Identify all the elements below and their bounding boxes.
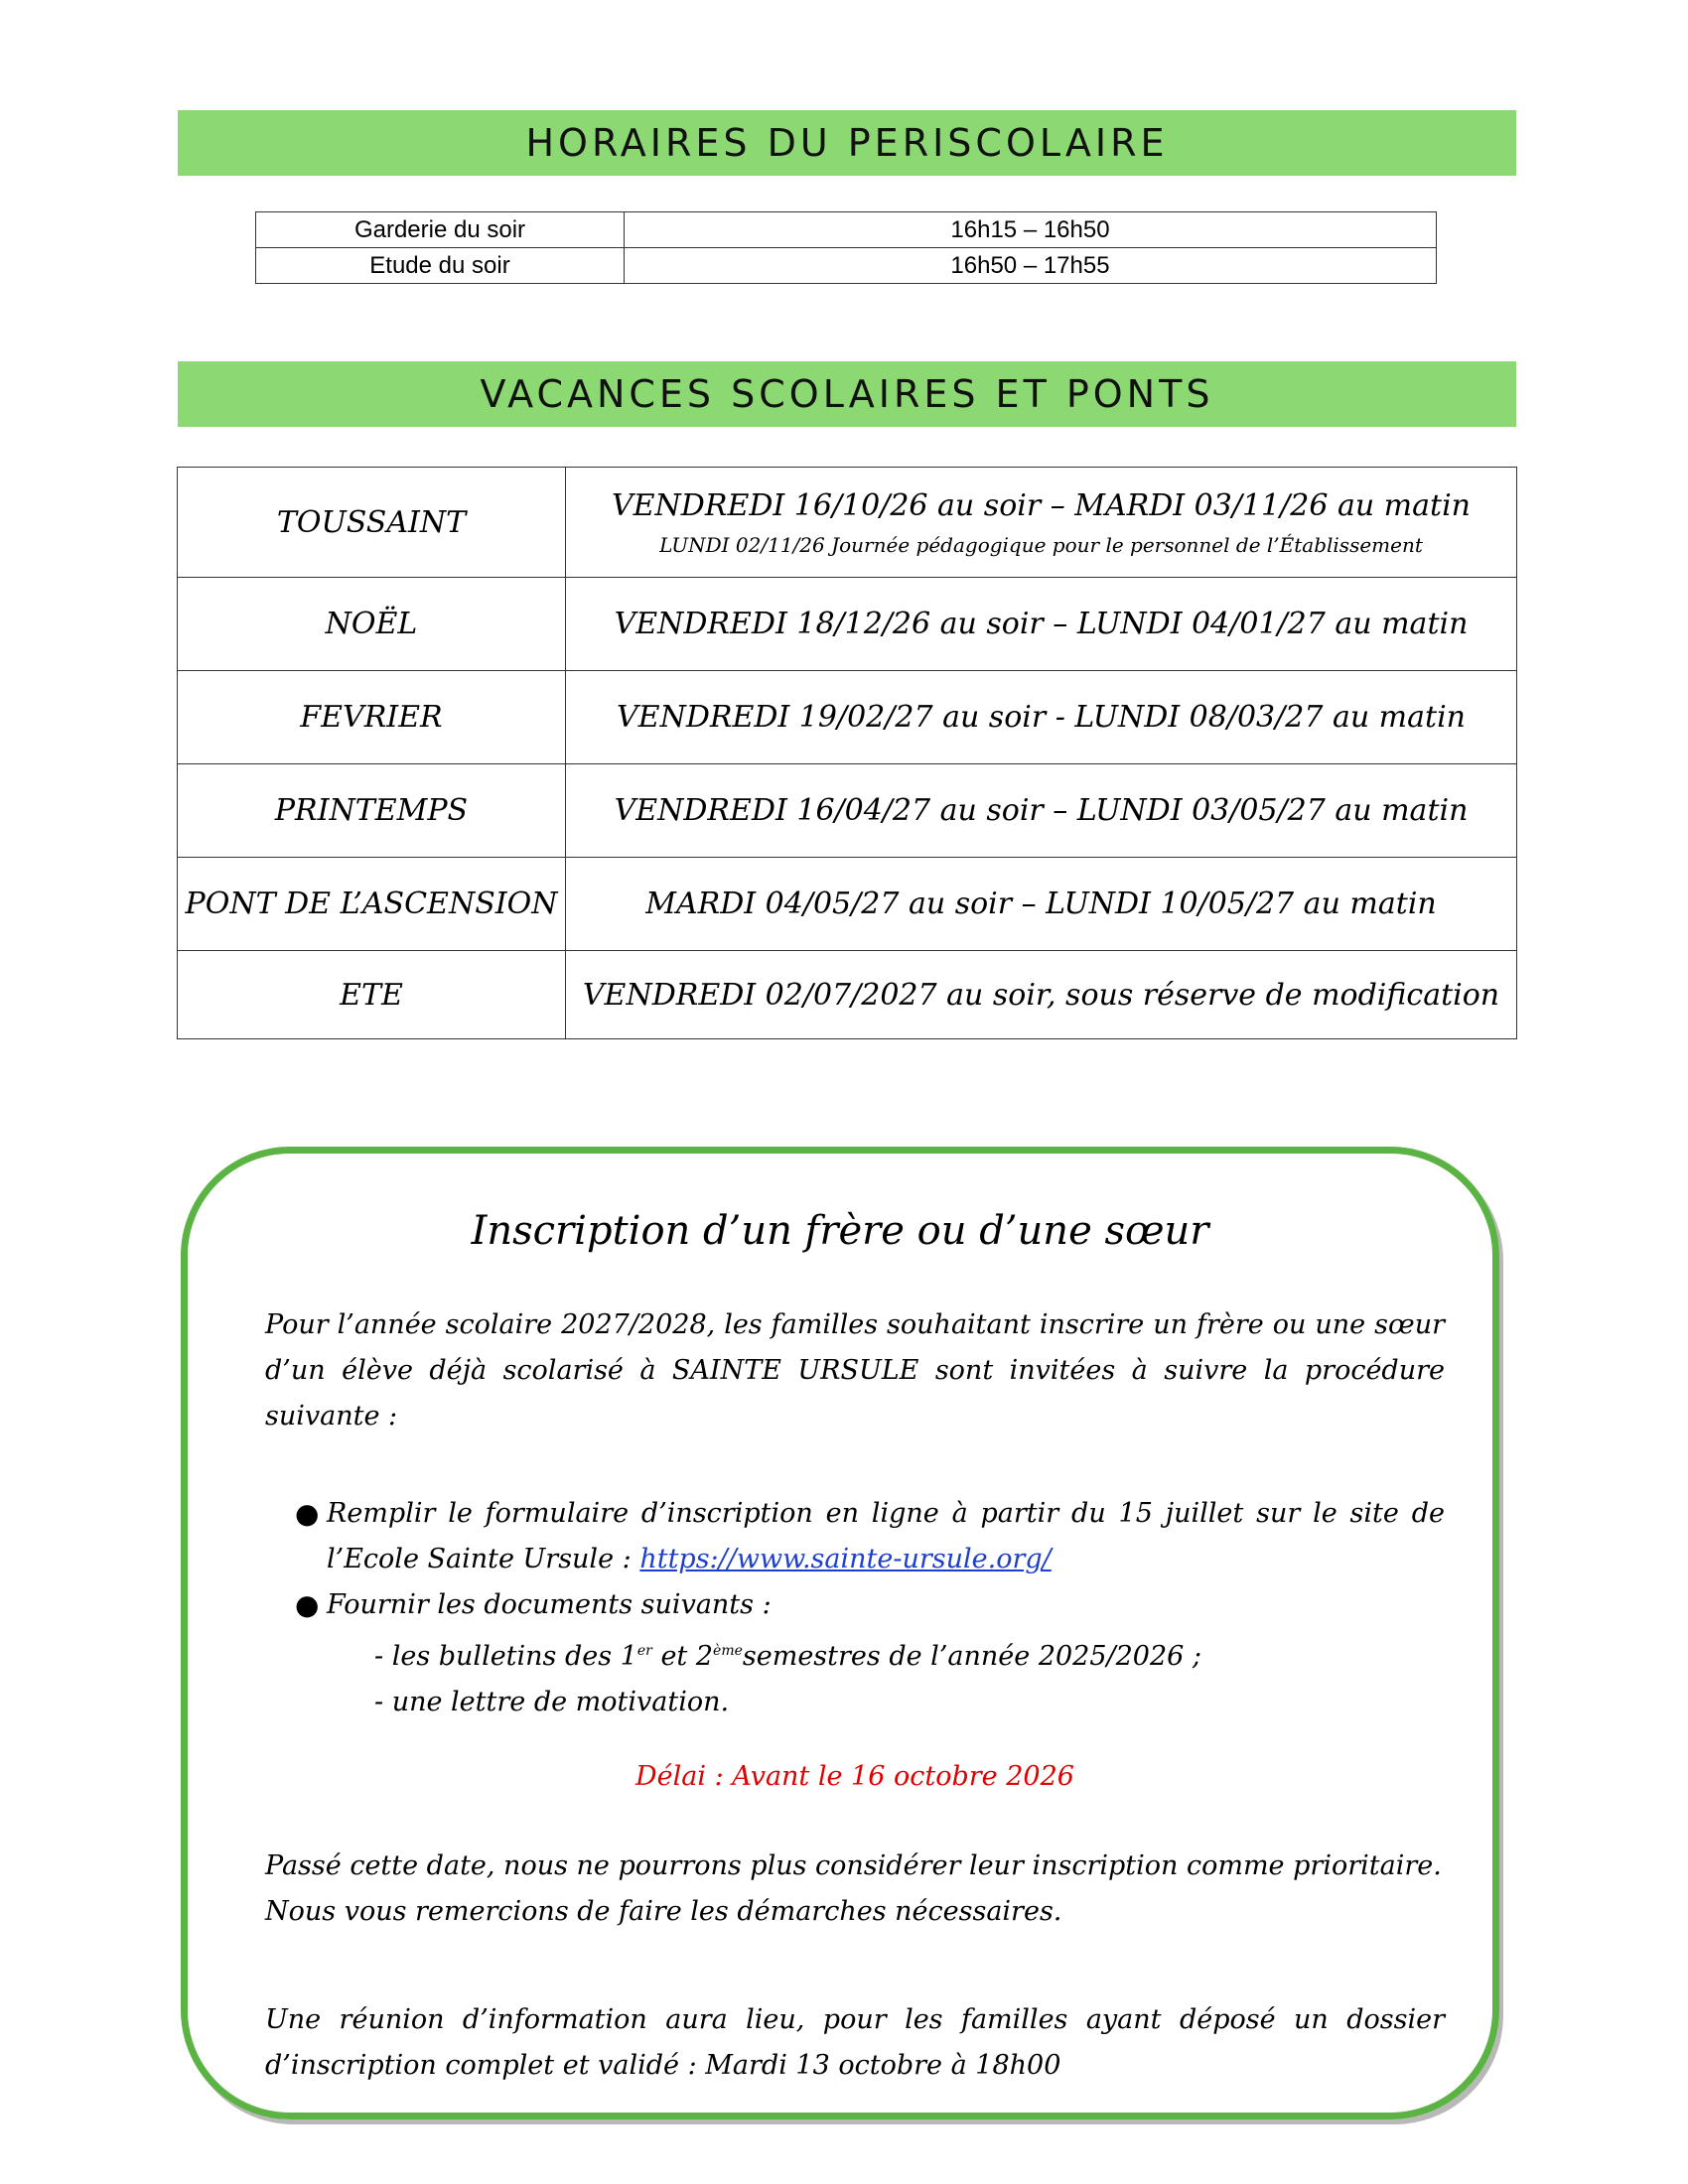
bullet-icon: ● — [295, 1497, 320, 1530]
vacances-table — [177, 467, 1517, 1039]
procedure-list — [265, 1491, 1445, 1725]
bullet-icon: ● — [295, 1588, 320, 1621]
periscolaire-title: HORAIRES DU PERISCOLAIRE — [178, 110, 1516, 176]
table-row — [256, 248, 1437, 284]
bullet-text — [327, 1491, 1445, 1582]
period-dates: MARDI 04/05/27 au soir – LUNDI 10/05/27 au matin — [566, 858, 1517, 951]
list-item — [265, 1582, 1445, 1628]
period-label: PRINTEMPS — [178, 764, 566, 858]
superscript: er — [636, 1643, 652, 1659]
sub-item-bulletins — [265, 1628, 1445, 1680]
bullet-text: Fournir les documents suivants : — [327, 1589, 772, 1620]
period-dates: VENDREDI 19/02/27 au soir - LUNDI 08/03/27 au matin — [566, 671, 1517, 764]
table-row — [178, 578, 1517, 671]
inscription-intro: Pour l’année scolaire 2027/2028, les familles souhaitant inscrire un frère ou une sœur d’un élève déjà scolarisé à SAINTE URSULE sont invitées à suivre la procédure suivante : — [265, 1309, 1445, 1432]
period-label: NOËL — [178, 578, 566, 671]
period-dates: VENDREDI 16/04/27 au soir – LUNDI 03/05/27 au matin — [566, 764, 1517, 858]
sub-item-text: et 2 — [651, 1641, 714, 1672]
periscolaire-hours-table — [255, 211, 1437, 284]
period-label: FEVRIER — [178, 671, 566, 764]
superscript: ème — [713, 1643, 743, 1659]
period-dates-text: VENDREDI 16/10/26 au soir – MARDI 03/11/26 au matin — [611, 487, 1471, 523]
period-dates — [566, 468, 1517, 578]
list-item — [265, 1491, 1445, 1582]
table-row — [178, 671, 1517, 764]
sub-item-lettre: - une lettre de motivation. — [374, 1687, 730, 1717]
hours-label: Garderie du soir — [256, 212, 625, 248]
sub-item-text: - les bulletins des 1 — [374, 1641, 637, 1672]
table-row — [256, 212, 1437, 248]
vacances-title: VACANCES SCOLAIRES ET PONTS — [178, 361, 1516, 427]
table-row — [178, 951, 1517, 1039]
hours-time: 16h15 – 16h50 — [625, 212, 1437, 248]
period-label: ETE — [178, 951, 566, 1039]
period-note: LUNDI 02/11/26 Journée pédagogique pour le personnel de l’Établissement — [659, 532, 1423, 557]
meeting-text: Une réunion d’information aura lieu, pour les familles ayant déposé un dossier d’inscription complet et validé : Mardi 13 octobre à 18h00 — [265, 2004, 1445, 2081]
table-row — [178, 764, 1517, 858]
inscription-title: Inscription d’un frère ou d’une sœur — [471, 1208, 1209, 1254]
table-row — [178, 468, 1517, 578]
closing-text — [265, 1843, 1445, 1935]
closing-line: Nous vous remercions de faire les démarches nécessaires. — [265, 1896, 1062, 1927]
period-dates: VENDREDI 18/12/26 au soir – LUNDI 04/01/27 au matin — [566, 578, 1517, 671]
table-row — [178, 858, 1517, 951]
inscription-box — [181, 1147, 1499, 2119]
period-label: TOUSSAINT — [178, 468, 566, 578]
deadline-text: Délai : Avant le 16 octobre 2026 — [635, 1761, 1074, 1792]
website-link[interactable]: https://www.sainte-ursule.org/ — [639, 1544, 1052, 1574]
closing-line: Passé cette date, nous ne pourrons plus considérer leur inscription comme prioritaire. — [265, 1850, 1442, 1881]
period-label: PONT DE L’ASCENSION — [178, 858, 566, 951]
period-dates: VENDREDI 02/07/2027 au soir, sous réserve de modification — [566, 951, 1517, 1039]
bullet-text-main: Remplir le formulaire d’inscription en ligne à partir du 15 juillet sur le site de l’Ecole Sainte Ursule : — [327, 1498, 1445, 1574]
hours-label: Etude du soir — [256, 248, 625, 284]
sub-item-text: semestres de l’année 2025/2026 ; — [742, 1641, 1202, 1672]
hours-time: 16h50 – 17h55 — [625, 248, 1437, 284]
